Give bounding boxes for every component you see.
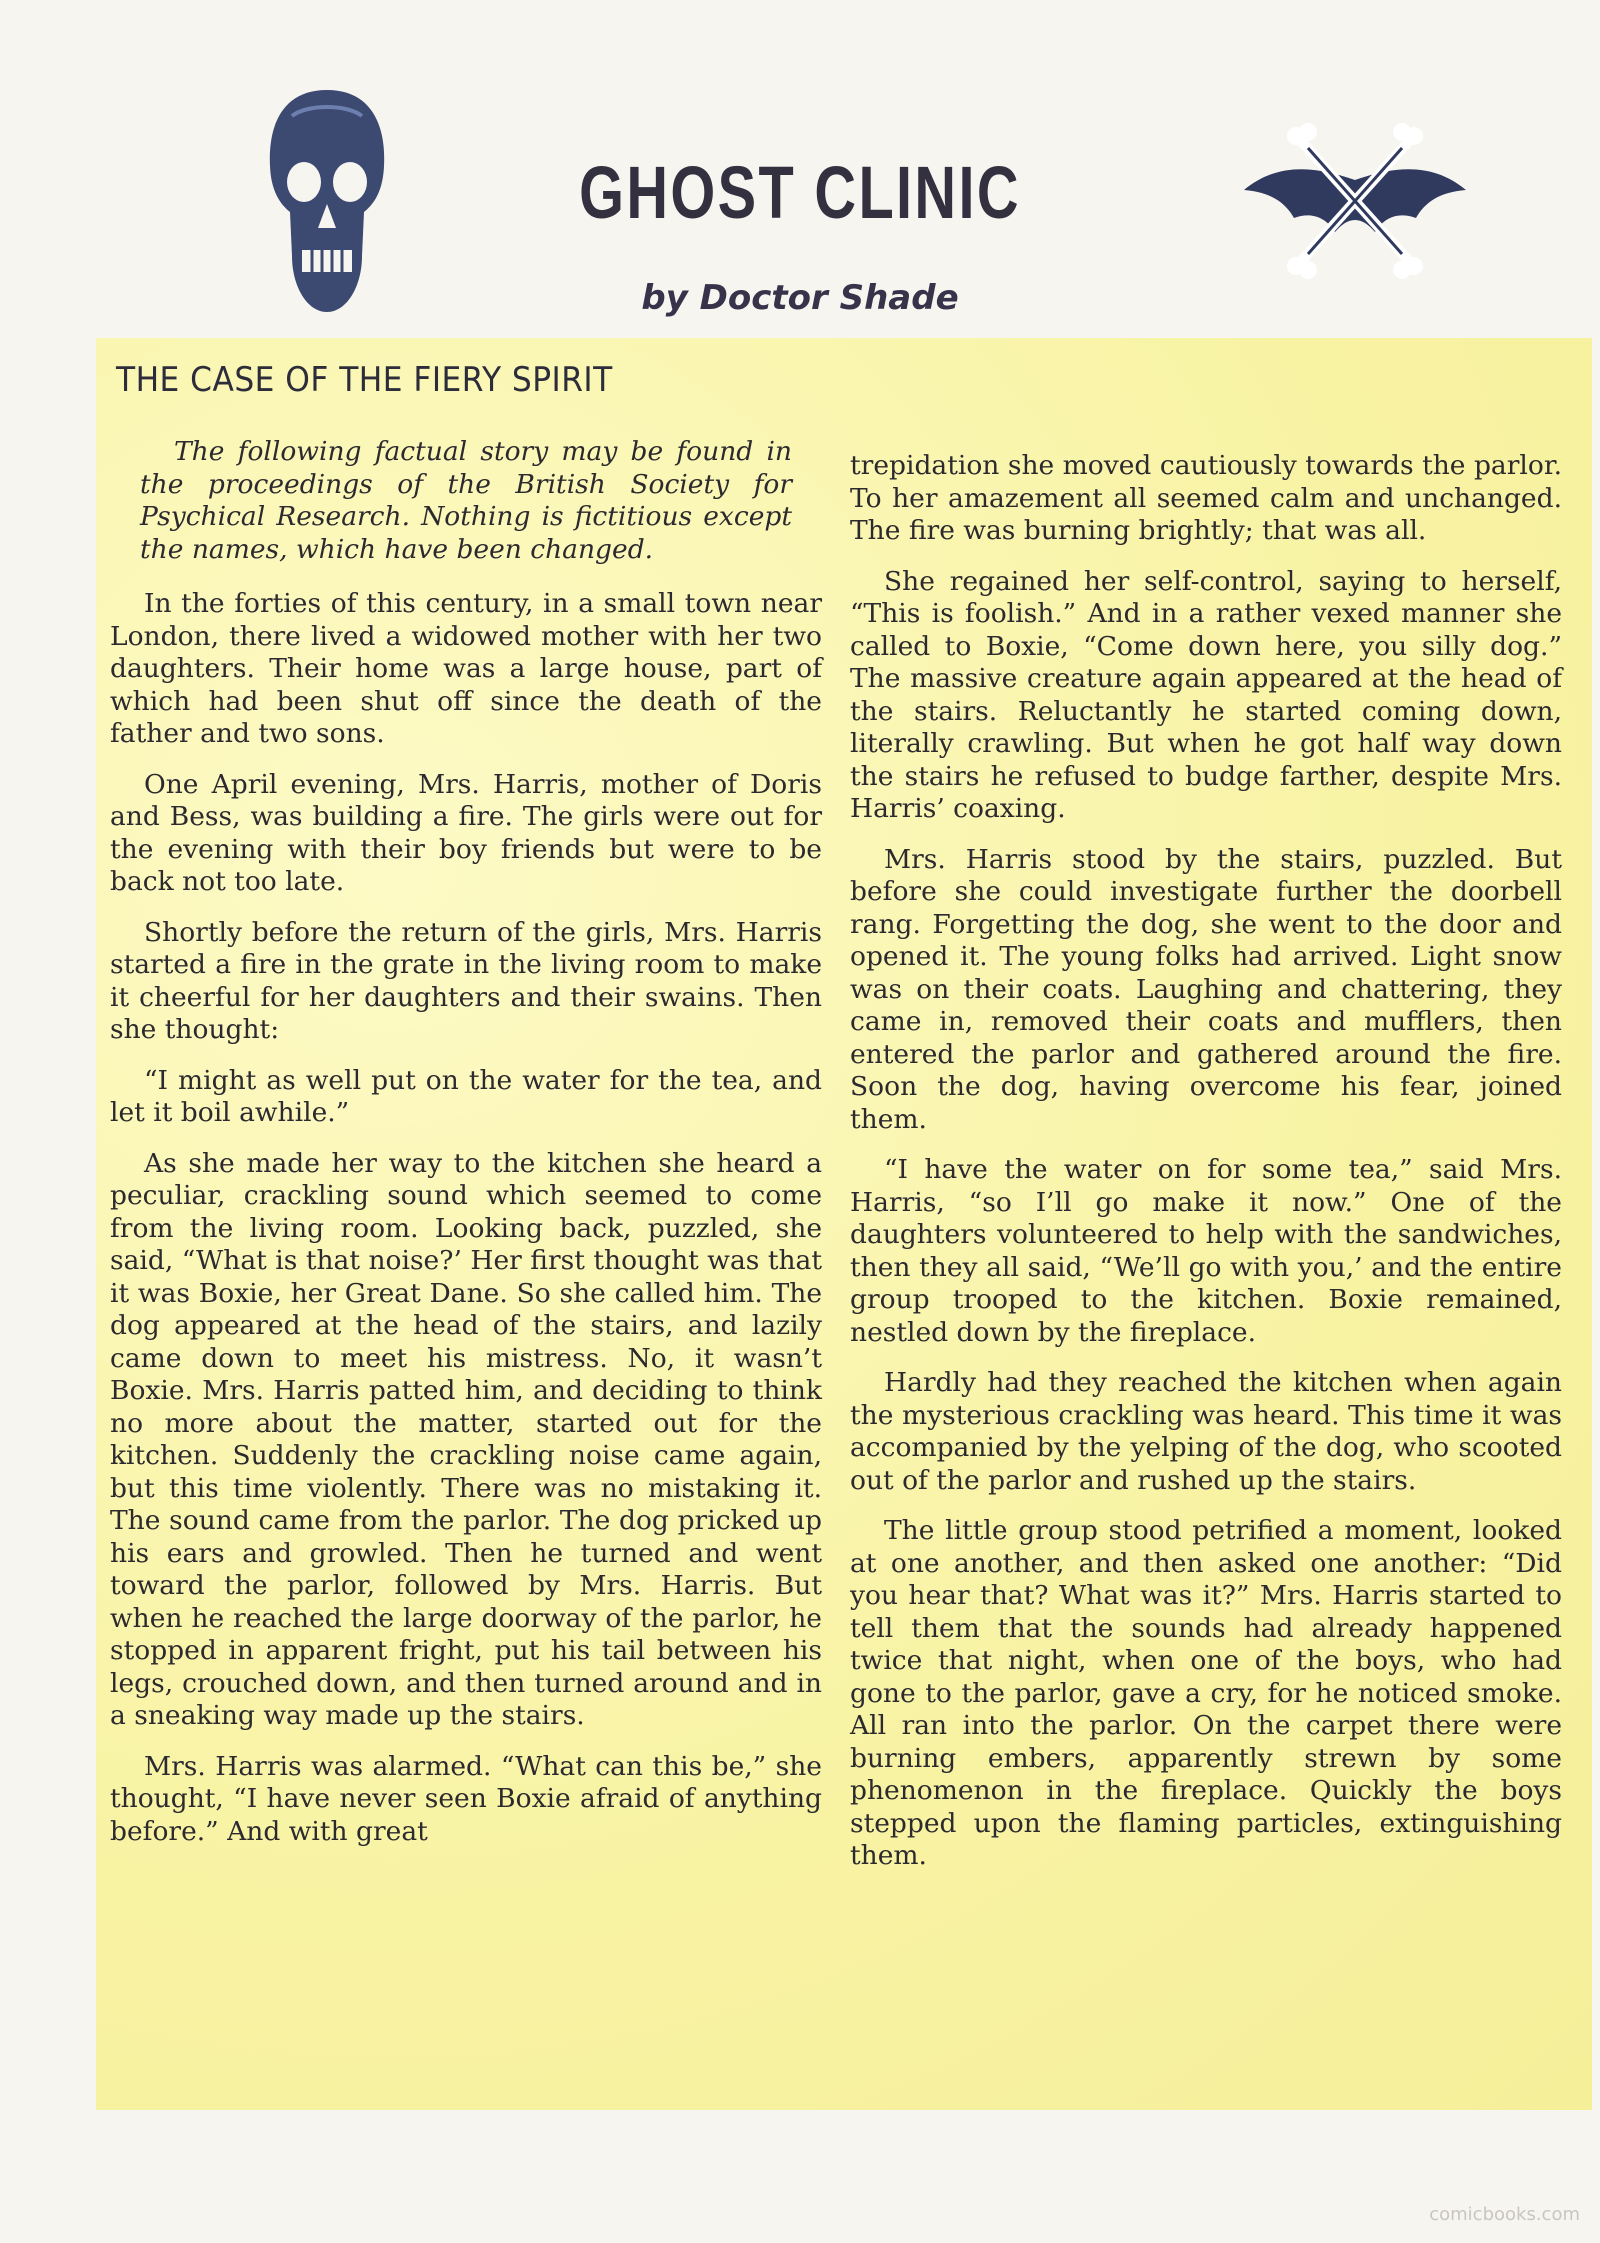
right-column: [850, 450, 1562, 1891]
paragraph: The little group stood petrified a moment, looked at one another, and then asked one another: “Did you hear that? What was it?” Mrs. Harris started to tell them that the sounds had already happened twice that night, when one of the boys, who had gone to the parlor, gave a cry, for he noticed smoke. All ran into the parlor. On the carpet there were burning embers, apparently strewn by some phenomenon in the fireplace. Quickly the boys stepped upon the flaming particles, extinguishing them.: [850, 1515, 1562, 1871]
page-title: GHOST CLINIC: [579, 151, 1021, 234]
intro-paragraph: The following factual story may be found in the proceedings of the British Society for Psychical Research. Nothing is fictitious except the names, which have been changed.: [140, 436, 792, 565]
crossed-bones-bat-icon: [1240, 120, 1470, 280]
paragraph: She regained her self-control, saying to herself, “This is foolish.” And in a rather vexed manner she called to Boxie, “Come down here, you silly dog.” The massive creature again appeared at the head of the stairs. Reluctantly he started coming down, literally crawling. But when he got half way down the stairs he refused to budge farther, despite Mrs. Harris’ coaxing.: [850, 565, 1562, 824]
paragraph: Shortly before the return of the girls, Mrs. Harris started a fire in the grate in the living room to make it cheerful for her daughters and their swains. Then she thought:: [110, 916, 822, 1045]
paragraph: Mrs. Harris was alarmed. “What can this be,” she thought, “I have never seen Boxie afraid of anything before.” And with great: [110, 1750, 822, 1847]
paragraph: Hardly had they reached the kitchen when again the mysterious crackling was heard. This time it was accompanied by the yelping of the dog, who scooted out of the parlor and rushed up the stairs.: [850, 1367, 1562, 1496]
paragraph: “I might as well put on the water for the tea, and let it boil awhile.”: [110, 1064, 822, 1128]
paragraph: As she made her way to the kitchen she heard a peculiar, crackling sound which seemed to come from the living room. Looking back, puzzled, she said, “What is that noise?’ Her first thought was that it was Boxie, her Great Dane. So she called him. The dog appeared at the head of the stairs, and lazily came down to meet his mistress. No, it wasn’t Boxie. Mrs. Harris patted him, and deciding to think no more about the matter, started out for the kitchen. Suddenly the crackling noise came again, but this time violently. There was no mistaking it. The sound came from the parlor. The dog pricked up his ears and growled. Then he turned and went toward the parlor, followed by Mrs. Harris. But when he reached the large doorway of the parlor, he stopped in apparent fright, put his tail between his legs, crouched down, and then turned around and in a sneaking way made up the stairs.: [110, 1147, 822, 1731]
paragraph: One April evening, Mrs. Harris, mother of Doris and Bess, was building a fire. The girls were out for the evening with their boy friends but were to be back not too late.: [110, 768, 822, 897]
paragraph: “I have the water on for some tea,” said Mrs. Harris, “so I’ll go make it now.” One of the daughters volunteered to help with the sandwiches, then they all said, “We’ll go with you,’ and the entire group trooped to the kitchen. Boxie remained, nestled down by the fireplace.: [850, 1154, 1562, 1348]
article-box: [96, 338, 1592, 2110]
paragraph: In the forties of this century, in a small town near London, there lived a widowed mother with her two daughters. Their home was a large house, part of which had been shut off since the death of the father and two sons.: [110, 588, 822, 749]
article-heading: THE CASE OF THE FIERY SPIRIT: [116, 360, 613, 400]
paragraph: Mrs. Harris stood by the stairs, puzzled. But before she could investigate further the doorbell rang. Forgetting the dog, she went to the door and opened it. The young folks had arrived. Light snow was on their coats. Laughing and chattering, they came in, removed their coats and mufflers, then entered the parlor and gathered around the fire. Soon the dog, having overcome his fear, joined them.: [850, 843, 1562, 1135]
left-column: [110, 436, 822, 1866]
byline: by Doctor Shade: [641, 278, 959, 318]
paragraph: trepidation she moved cautiously towards the parlor. To her amazement all seemed calm and unchanged. The fire was burning brightly; that was all.: [850, 450, 1562, 546]
watermark: comicbooks.com: [1429, 2204, 1580, 2225]
